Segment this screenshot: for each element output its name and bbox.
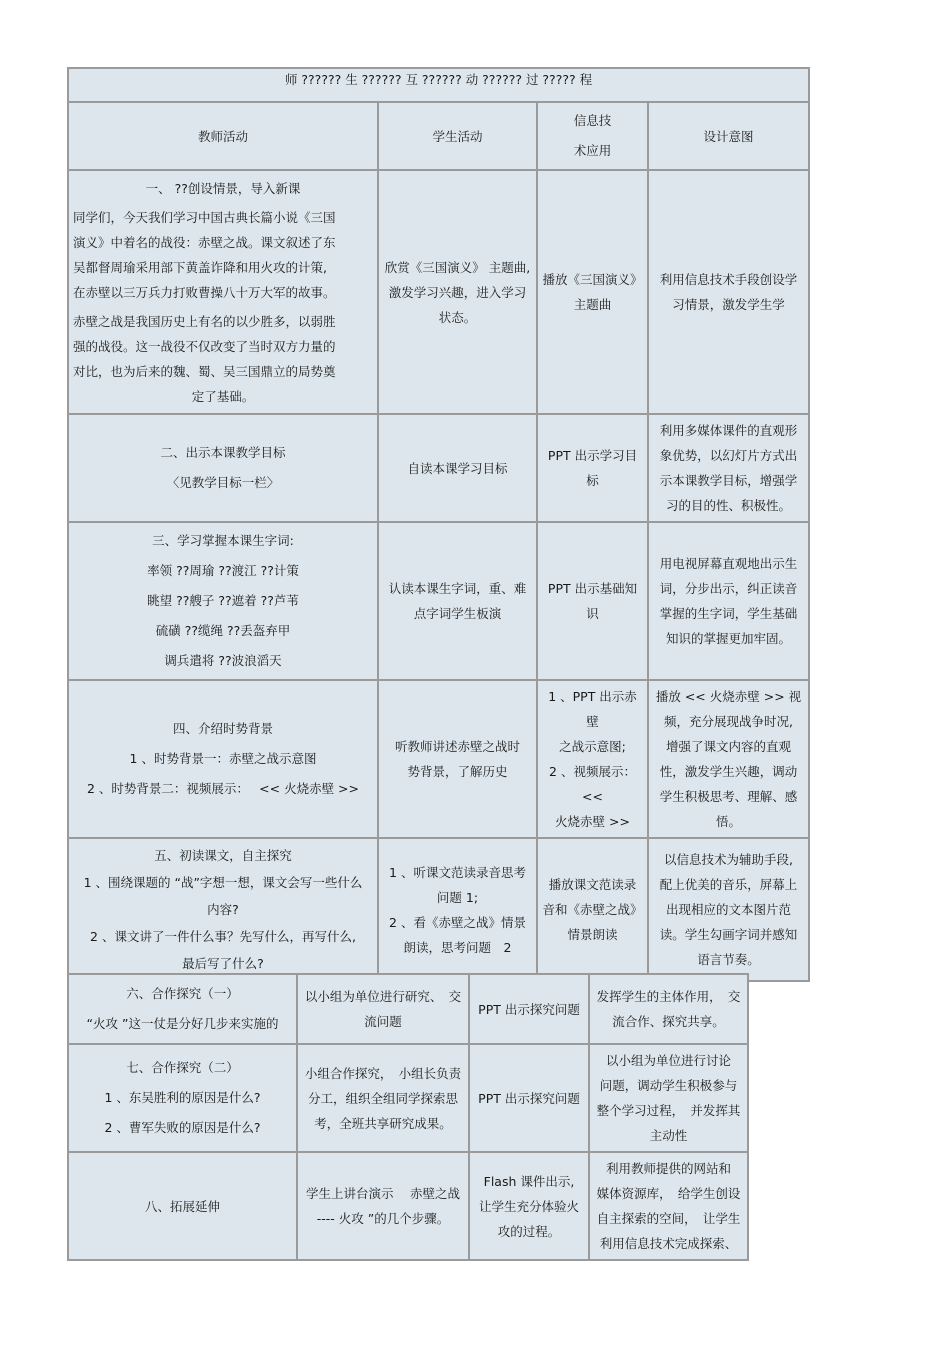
text-line: PPT 出示探究问题 (478, 1090, 580, 1106)
text-line: 1 、东吴胜利的原因是什么? (104, 1090, 261, 1105)
tech-application-cell (469, 1044, 589, 1152)
text-line: PPT 出示学习目 (547, 448, 638, 463)
table-row (68, 414, 809, 522)
text-line: 用电视屏幕直观地出示生 (659, 556, 798, 571)
text-line: 认读本课生字词，重、难 (388, 581, 527, 596)
teacher-activity-cell (68, 522, 378, 680)
text-line: 对比，也为后来的魏、蜀、吴三国鼎立的局势奠 (73, 363, 336, 379)
vocab-line: 硫磺 ??缆绳 ??丢盔弃甲 (155, 623, 291, 638)
text-line: 利用教师提供的网站和 (605, 1161, 731, 1176)
design-intent-cell (648, 680, 809, 838)
text-line: 〈见教学目标一栏〉 (166, 475, 280, 490)
text-line: 学生上讲台演示 赤壁之战 (306, 1186, 460, 1201)
teacher-activity-cell (68, 838, 378, 981)
teacher-activity-cell (68, 1044, 297, 1152)
design-intent-cell (589, 1044, 748, 1152)
header-student-activity: 学生活动 (378, 102, 537, 170)
text-line: 语言节奏。 (697, 952, 760, 967)
text-line: 定了基础。 (191, 388, 255, 404)
text-line: 火烧赤壁 >> (555, 814, 630, 829)
text-line: 同学们，今天我们学习中国古典长篇小说《三国 (73, 209, 336, 225)
student-activity-cell (297, 1152, 469, 1260)
text-line: 知识的掌握更加牢固。 (666, 631, 792, 646)
text-line: 点字词学生板演 (413, 606, 502, 621)
student-activity-cell (297, 1044, 469, 1152)
header-row (68, 102, 809, 170)
text-line: 自主探索的空间， 让学生 (596, 1211, 741, 1226)
text-line: 1 、时势背景一：赤壁之战示意图 (129, 751, 317, 766)
section-heading: 四、介绍时势背景 (172, 721, 273, 736)
teacher-activity-cell (68, 974, 297, 1044)
text-line: 2 、看《赤壁之战》情景 (389, 914, 526, 930)
student-activity-cell (378, 170, 537, 414)
design-intent-cell (589, 1152, 748, 1260)
design-intent-cell (589, 974, 748, 1044)
student-activity-cell (378, 522, 537, 680)
text-line: 分工，组织全组同学探索思 (307, 1090, 458, 1106)
student-activity-cell (378, 838, 537, 981)
text-line: 1 、听课文范读录音思考 (389, 864, 526, 880)
text-line: 问题，调动学生积极参与 (599, 1078, 738, 1093)
student-activity-cell (297, 974, 469, 1044)
text-line: 1 、围绕课题的 “战”字想一想，课文会写一些什么 (83, 875, 363, 890)
text-line: 音和《赤壁之战》 (542, 902, 643, 917)
table-row (68, 1152, 748, 1260)
text-line: 播放 << 火烧赤壁 >> 视 (655, 689, 802, 704)
text-line: 象优势，以幻灯片方式出 (659, 448, 798, 463)
table-row (68, 170, 809, 414)
design-intent-cell (648, 522, 809, 680)
text-line: 听教师讲述赤壁之战时 (394, 739, 520, 754)
text-line: 内容? (207, 902, 239, 917)
text-line: 强的战役。这一战役不仅改变了当时双方力量的 (73, 338, 336, 354)
student-activity-cell (378, 414, 537, 522)
text-line: 词，分步出示，纠正读音 (659, 581, 798, 596)
text-line: 媒体资源库， 给学生创设 (596, 1186, 741, 1201)
text-line: 攻的过程。 (497, 1223, 561, 1239)
section-heading: 五、初读课文，自主探究 (154, 848, 292, 863)
tech-application-cell (469, 974, 589, 1044)
text-line: 识 (586, 606, 599, 621)
header-tech-line-2: 术应用 (573, 143, 612, 158)
text-line: 吴都督周瑜采用部下黄盖诈降和用火攻的计策, (73, 259, 327, 275)
text-line: 在赤壁以三万兵力打败曹操八十万大军的故事。 (73, 284, 336, 300)
text-line: 标 (586, 473, 599, 488)
text-line: 状态。 (438, 309, 477, 325)
design-intent-cell (648, 414, 809, 522)
text-line: 自读本课学习目标 (407, 460, 508, 476)
text-line: 流合作、探究共享。 (612, 1014, 725, 1029)
section-heading: 三、学习掌握本课生字词: (152, 533, 294, 548)
student-activity-cell (378, 680, 537, 838)
design-intent-cell (648, 838, 809, 981)
table-title: 师 ?????? 生 ?????? 互 ?????? 动 ?????? 过 ????? 程 (68, 68, 809, 102)
text-line: 小组合作探究， 小组长负责 (304, 1065, 462, 1081)
header-tech-application (537, 102, 648, 170)
text-line: 利用信息技术完成探索、 (599, 1236, 738, 1251)
header-teacher-activity: 教师活动 (68, 102, 378, 170)
table-row (68, 1044, 748, 1152)
vocab-line: 率领 ??周瑜 ??渡江 ??计策 (147, 563, 299, 578)
text-line: 性，激发学生兴趣，调动 (659, 764, 798, 779)
tech-application-cell (537, 680, 648, 838)
text-line: 2 、曹军失败的原因是什么? (104, 1120, 261, 1135)
teacher-activity-cell (68, 170, 378, 414)
text-line: 频，充分展现战争时况, (664, 714, 793, 729)
lesson-process-table-continued (67, 973, 749, 1261)
table-row (68, 680, 809, 838)
text-line: 势背景，了解历史 (407, 764, 508, 779)
text-line: 演义》中着名的战役：赤壁之战。课文叙述了东 (73, 234, 336, 250)
tech-application-cell (469, 1152, 589, 1260)
tech-application-cell (537, 170, 648, 414)
teacher-paragraph-2 (73, 309, 373, 409)
text-line: 掌握的生字词，学生基础 (659, 606, 798, 621)
text-line: 以小组为单位进行讨论 (605, 1053, 731, 1068)
teacher-activity-cell (68, 680, 378, 838)
section-heading: 八、拓展延伸 (144, 1198, 220, 1214)
table-row (68, 974, 748, 1044)
text-line: 2 、视频展示： << (549, 764, 636, 804)
tech-application-cell (537, 522, 648, 680)
text-line: PPT 出示基础知 (547, 581, 638, 596)
text-line: 考，全班共享研究成果。 (314, 1115, 452, 1131)
vocab-line: 调兵遣将 ??波浪滔天 (164, 653, 282, 668)
text-line: 赤壁之战是我国历史上有名的以少胜多，以弱胜 (73, 313, 336, 329)
vocab-line: 眺望 ??艘子 ??遮着 ??芦苇 (147, 593, 299, 608)
text-line: 2 、时势背景二：视频展示： << 火烧赤壁 >> (87, 781, 359, 796)
text-line: 主题曲 (573, 297, 612, 312)
text-line: ---- 火攻 ”的几个步骤。 (316, 1211, 450, 1226)
text-line: 增强了课文内容的直观 (666, 739, 792, 754)
text-line: 出现相应的文本图片范 (666, 902, 792, 917)
header-tech-line-1: 信息技 (573, 113, 612, 128)
text-line: 流问题 (364, 1014, 402, 1029)
text-line: 播放《三国演义》 (542, 272, 643, 287)
teacher-activity-cell (68, 1152, 297, 1260)
section-heading: 二、出示本课教学目标 (160, 445, 286, 460)
text-line: 习的目的性、积极性。 (666, 498, 792, 513)
text-line: “火攻 ”这一仗是分好几步来实施的 (86, 1016, 279, 1031)
text-line: 发挥学生的主体作用， 交 (596, 989, 741, 1004)
text-line: 配上优美的音乐，屏幕上 (659, 877, 798, 892)
table-row (68, 522, 809, 680)
text-line: 主动性 (649, 1128, 688, 1143)
text-line: 问题 1; (436, 889, 479, 905)
text-line: 读。学生勾画字词并感知 (659, 927, 798, 942)
text-line: 悟。 (716, 814, 742, 829)
section-heading: 一、 ??创设情景，导入新课 (145, 180, 301, 196)
section-heading: 六、合作探究（一） (126, 986, 239, 1001)
tech-application-cell (537, 414, 648, 522)
text-line: 示本课教学目标，增强学 (659, 473, 798, 488)
tech-application-cell (537, 838, 648, 981)
text-line: 以信息技术为辅助手段, (664, 852, 793, 867)
text-line: 最后写了什么? (182, 956, 264, 971)
text-line: 播放课文范读录 (548, 877, 637, 892)
lesson-process-table (67, 67, 810, 982)
text-line: 之战示意图; (559, 739, 626, 754)
design-intent-cell (648, 170, 809, 414)
text-line: 1 、PPT 出示赤壁 (548, 689, 637, 729)
teacher-activity-cell (68, 414, 378, 522)
text-line: 激发学习兴趣，进入学习 (388, 284, 527, 300)
text-line: 利用多媒体课件的直观形 (659, 423, 798, 438)
text-line: 以小组为单位进行研究、 交 (304, 989, 462, 1004)
text-line: 让学生充分体验火 (478, 1198, 579, 1214)
table-row (68, 838, 809, 981)
text-line: 利用信息技术手段创设学 (659, 272, 798, 287)
text-line: Flash 课件出示, (483, 1173, 575, 1189)
section-heading: 七、合作探究（二） (126, 1060, 239, 1075)
title-row (68, 68, 809, 102)
teacher-paragraph-1 (73, 205, 373, 305)
text-line: 习情景，激发学生学 (672, 297, 785, 312)
text-line: 整个学习过程， 并发挥其 (596, 1103, 741, 1118)
text-line: PPT 出示探究问题 (478, 1001, 580, 1017)
text-line: 2 、课文讲了一件什么事？先写什么，再写什么, (90, 929, 356, 944)
text-line: 情景朗读 (567, 927, 618, 942)
header-design-intent: 设计意图 (648, 102, 809, 170)
text-line: 学生积极思考、理解、感 (659, 789, 798, 804)
text-line: 朗读，思考问题 2 (403, 939, 512, 955)
text-line: 欣赏《三国演义》 主题曲, (384, 259, 531, 275)
